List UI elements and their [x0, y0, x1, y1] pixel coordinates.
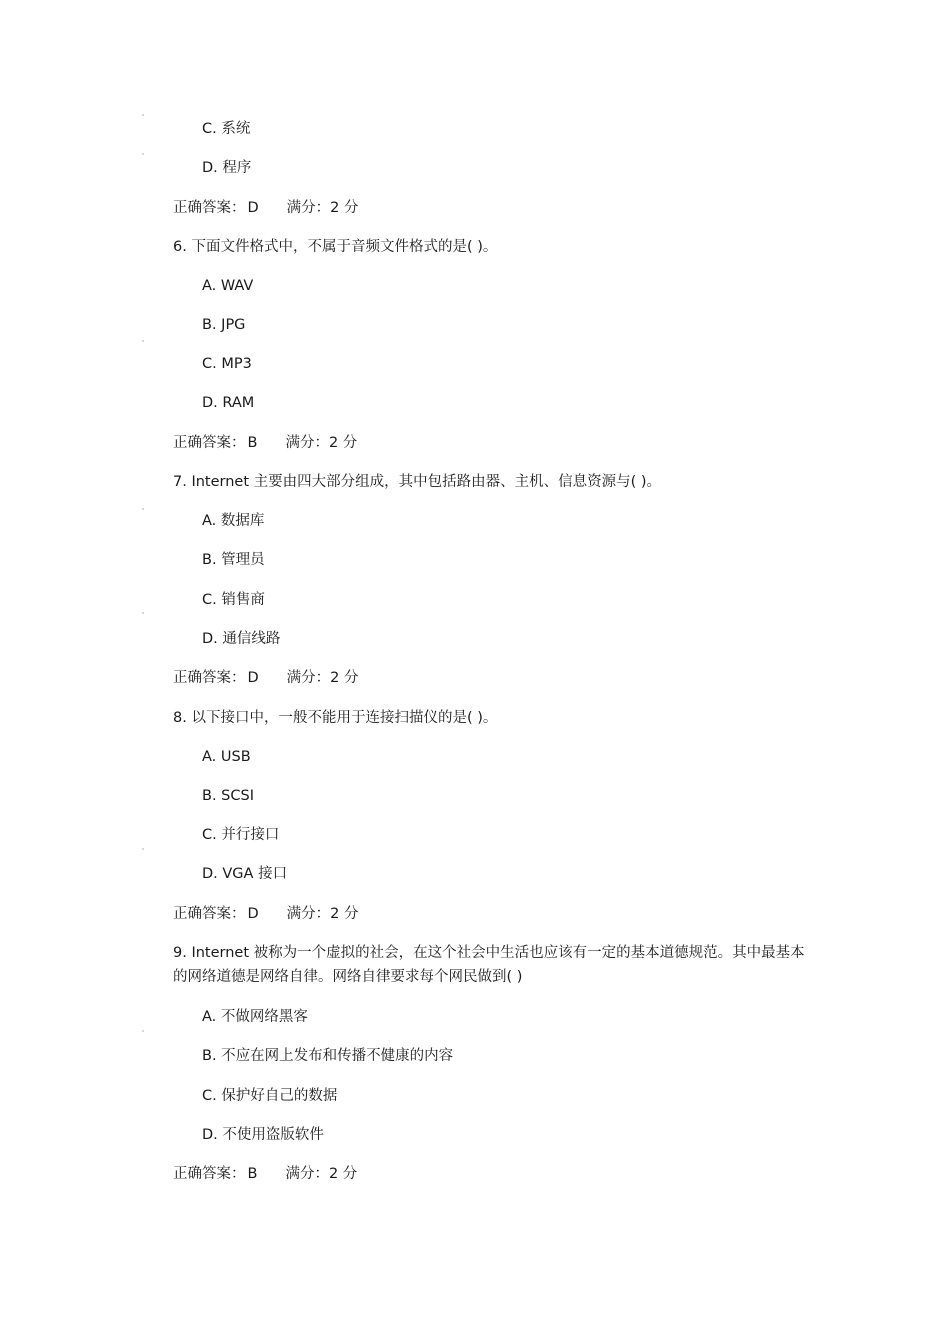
question-6: 6. 下面文件格式中，不属于音频文件格式的是( )。: [173, 239, 498, 255]
score-value: 2 分: [328, 435, 358, 451]
answer-value: B: [247, 435, 258, 451]
score-value: 2 分: [328, 1166, 358, 1182]
answer-label: 正确答案：: [173, 435, 246, 451]
score-label: 满分：: [286, 670, 331, 686]
option-d: D. RAM: [202, 395, 255, 411]
option-a: A. 数据库: [202, 513, 265, 529]
option-c: C. MP3: [202, 356, 252, 372]
answer-value: D: [247, 906, 259, 922]
option-c: C. 保护好自己的数据: [202, 1088, 338, 1104]
answer-value: D: [247, 670, 259, 686]
answer-line: [173, 433, 357, 453]
score-label: 满分：: [286, 906, 331, 922]
option-c: C. 销售商: [202, 592, 265, 608]
option-b: B. JPG: [202, 317, 246, 333]
score-label: 满分：: [285, 435, 329, 451]
scan-artifact: [142, 153, 144, 155]
answer-value: B: [247, 1166, 258, 1182]
score-label: 满分：: [285, 1166, 329, 1182]
answer-line: [173, 668, 359, 688]
option-d: D. 程序: [202, 160, 252, 176]
scan-artifact: [142, 612, 144, 614]
option-c: C. 系统: [202, 121, 251, 137]
answer-label: 正确答案：: [173, 906, 246, 922]
answer-value: D: [247, 200, 259, 216]
option-a: A. USB: [202, 749, 251, 765]
answer-line: [173, 1164, 357, 1184]
option-c: C. 并行接口: [202, 827, 280, 843]
answer-label: 正确答案：: [173, 670, 246, 686]
option-d: D. VGA 接口: [202, 866, 288, 882]
score-value: 2 分: [330, 906, 359, 922]
scan-artifact: [142, 1030, 144, 1032]
answer-label: 正确答案：: [173, 1166, 246, 1182]
option-a: A. 不做网络黑客: [202, 1009, 308, 1025]
option-b: B. 管理员: [202, 552, 265, 568]
question-9: 9. Internet 被称为一个虚拟的社会，在这个社会中生活也应该有一定的基本道德规范。其中最基本的网络道德是网络自律。网络自律要求每个网民做到( ): [173, 945, 805, 985]
answer-line: [173, 904, 359, 924]
score-value: 2 分: [330, 200, 359, 216]
score-value: 2 分: [330, 670, 359, 686]
scan-artifact: [142, 340, 144, 342]
option-a: A. WAV: [202, 278, 254, 294]
question-8: 8. 以下接口中，一般不能用于连接扫描仪的是( )。: [173, 710, 498, 726]
question-7: 7. Internet 主要由四大部分组成，其中包括路由器、主机、信息资源与( )。: [173, 474, 662, 490]
scan-artifact: [142, 508, 144, 510]
scan-artifact: [142, 114, 144, 116]
answer-label: 正确答案：: [173, 200, 246, 216]
option-d: D. 不使用盗版软件: [202, 1127, 324, 1143]
scan-artifact: [142, 848, 144, 850]
option-d: D. 通信线路: [202, 631, 281, 647]
answer-line: [173, 198, 359, 218]
option-b: B. SCSI: [202, 788, 254, 804]
option-b: B. 不应在网上发布和传播不健康的内容: [202, 1048, 454, 1064]
score-label: 满分：: [286, 200, 331, 216]
